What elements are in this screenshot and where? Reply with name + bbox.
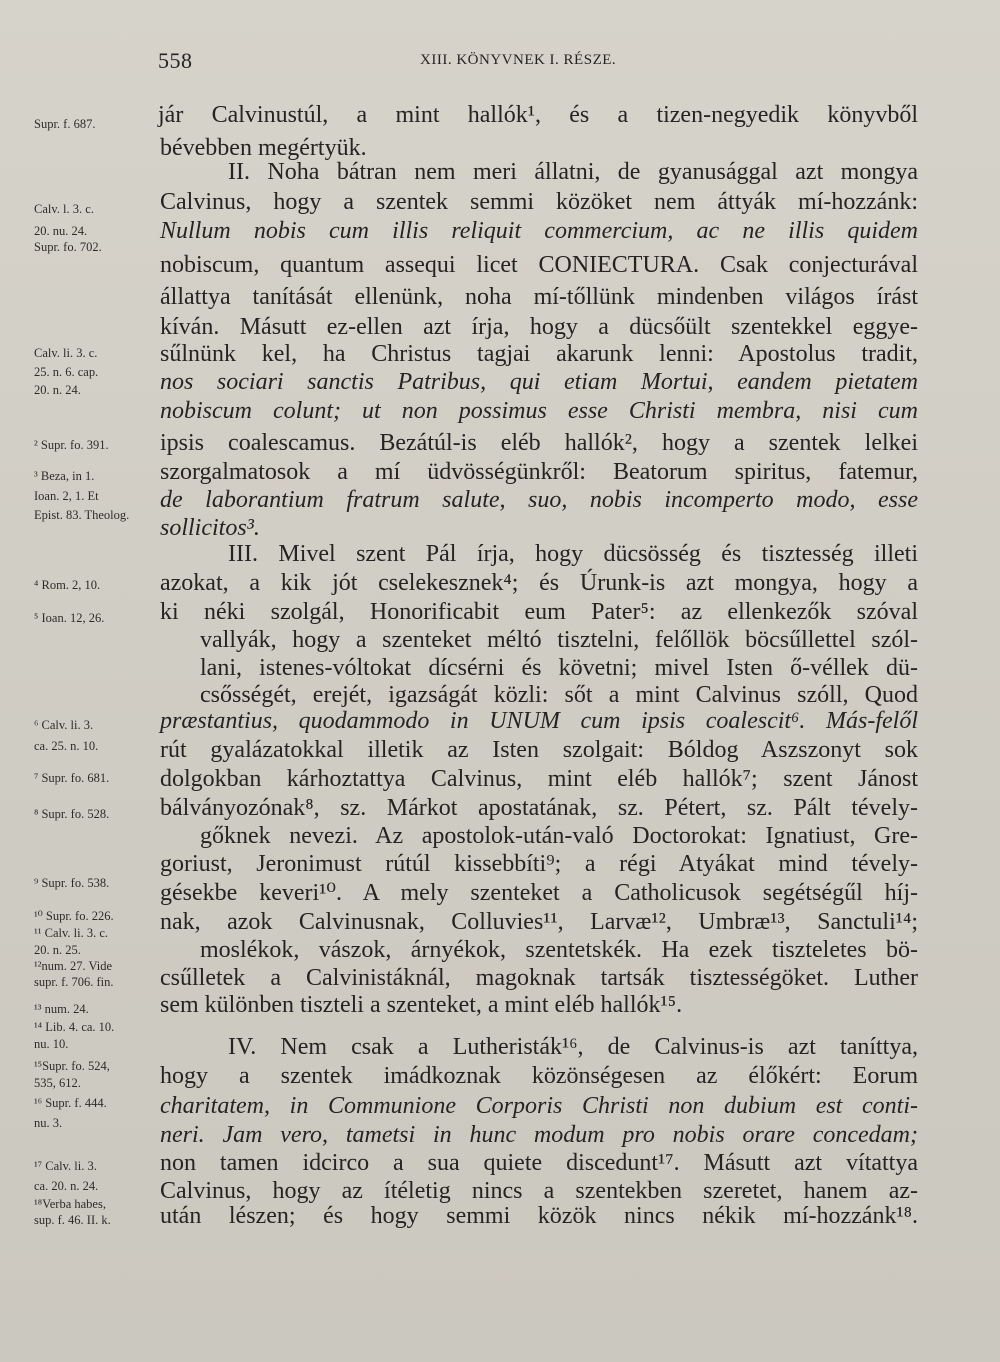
text-line: ipsis coalescamus. Bezátúl-is eléb hallók², hogy a szentek lelkei xyxy=(160,430,918,456)
text-line: Nullum nobis cum illis reliquit commercium, ac ne illis quidem xyxy=(160,218,918,244)
text-line: ki néki szolgál, Honorificabit eum Pater⁵: az ellenkezők szóval xyxy=(160,599,918,625)
page-number: 558 xyxy=(158,48,193,73)
margin-note: ¹¹ Calv. li. 3. c. xyxy=(34,926,109,940)
margin-note: Ioan. 2, 1. Et xyxy=(34,489,99,503)
margin-note: 20. nu. 24. xyxy=(34,224,88,238)
text-line: charitatem, in Communione Corporis Christi non dubium est conti- xyxy=(160,1093,918,1119)
text-line: állattya tanítását ellenünk, noha mí-tőllünk mindenben világos írást xyxy=(160,284,918,310)
text-line: II. Noha bátran nem meri állatni, de gyanusággal azt mongya xyxy=(228,159,918,185)
text-line: rút gyalázatokkal illetik az Isten szolgait: Bóldog Aszszonyt sok xyxy=(160,737,918,763)
text-line: után lészen; és hogy semmi közök nincs nékik mí-hozzánk¹⁸. xyxy=(160,1203,918,1229)
text-line: non tamen idcirco a sua quiete discedunt¹⁷. Másutt azt vítattya xyxy=(160,1150,918,1176)
running-head: XIII. KÖNYVNEK I. RÉSZE. xyxy=(420,52,617,68)
margin-note: ⁶ Calv. li. 3. xyxy=(34,718,94,732)
text-line: csősségét, erejét, igazságát közli: sőt a mint Calvinus szóll, Quod xyxy=(200,682,918,708)
text-line: IV. Nem csak a Lutheristák¹⁶, de Calvinus-is azt taníttya, xyxy=(228,1034,918,1060)
margin-note: ⁸ Supr. fo. 528. xyxy=(34,807,110,821)
text-line: sem különben tiszteli a szenteket, a mint eléb hallók¹⁵. xyxy=(160,992,683,1018)
text-line: hogy a szentek imádkoznak közönségesen az élőkért: Eorum xyxy=(160,1063,918,1089)
text-line: Calvinus, hogy az ítéletig nincs a szentekben szeretet, hanem az- xyxy=(160,1178,918,1204)
text-line: nak, azok Calvinusnak, Colluvies¹¹, Larvæ¹², Umbræ¹³, Sanctuli¹⁴; xyxy=(160,909,918,935)
margin-note: nu. 10. xyxy=(34,1037,69,1051)
margin-note: Supr. f. 687. xyxy=(34,117,96,131)
margin-note: 20. n. 25. xyxy=(34,943,81,957)
margin-note: ¹⁴ Lib. 4. ca. 10. xyxy=(34,1020,115,1034)
text-line: nos sociari sanctis Patribus, qui etiam Mortui, eandem pietatem xyxy=(160,369,918,395)
text-line: bálványozónak⁸, sz. Márkot apostatának, sz. Pétert, sz. Pált tévely- xyxy=(160,795,918,821)
margin-note: ⁹ Supr. fo. 538. xyxy=(34,876,110,890)
text-line: Calvinus, hogy a szentek semmi közöket nem áttyák mí-hozzánk: xyxy=(160,189,918,215)
margin-note: ¹⁸Verba habes, xyxy=(34,1197,106,1211)
margin-note: ¹⁰ Supr. fo. 226. xyxy=(34,909,114,923)
text-line: de laborantium fratrum salute, suo, nobis incomperto modo, esse xyxy=(160,487,918,513)
margin-note: Calv. li. 3. c. xyxy=(34,346,98,360)
margin-note: nu. 3. xyxy=(34,1116,63,1130)
margin-note: sup. f. 46. II. k. xyxy=(34,1213,111,1227)
text-line: præstantius, quodammodo in UNUM cum ipsis coalescit⁶. Más-felől xyxy=(160,708,918,734)
text-line: gőknek nevezi. Az apostolok-után-való Doctorokat: Ignatiust, Gre- xyxy=(200,823,918,849)
text-line: azokat, a kik jót cselekesznek⁴; és Úrunk-is azt mongya, hogy a xyxy=(160,570,918,596)
text-line: goriust, Jeronimust rútúl kissebbíti⁹; a régi Atyákat mind tévely- xyxy=(160,851,918,877)
text-line: sollicitos³. xyxy=(160,515,260,541)
margin-note: Calv. l. 3. c. xyxy=(34,202,94,216)
text-line: vallyák, hogy a szenteket méltó tisztelni, felőllök böcsűllettel szól- xyxy=(200,627,918,653)
text-line: neri. Jam vero, tametsi in hunc modum pro nobis orare concedam; xyxy=(160,1122,918,1148)
margin-note: ¹³ num. 24. xyxy=(34,1002,89,1016)
text-line: csűlletek a Calvinistáknál, magoknak tartsák tisztességöket. Luther xyxy=(160,965,918,991)
margin-note: ¹⁵Supr. fo. 524, xyxy=(34,1059,110,1073)
text-line: moslékok, vászok, árnyékok, szentetskék. Ha ezek tiszteletes bö- xyxy=(200,937,918,963)
margin-note: ⁷ Supr. fo. 681. xyxy=(34,771,110,785)
text-line: kíván. Másutt ez-ellen azt írja, hogy a dücsőült szentekkel eggye- xyxy=(160,314,918,340)
margin-note: ¹⁷ Calv. li. 3. xyxy=(34,1159,97,1173)
margin-note: ¹⁶ Supr. f. 444. xyxy=(34,1096,107,1110)
text-line: sűlnünk kel, ha Christus tagjai akarunk lenni: Apostolus tradit, xyxy=(160,341,918,367)
margin-note: ³ Beza, in 1. xyxy=(34,469,95,483)
text-line: III. Mivel szent Pál írja, hogy dücsösség és tisztesség illeti xyxy=(228,541,918,567)
margin-note: 535, 612. xyxy=(34,1076,81,1090)
margin-note: ca. 25. n. 10. xyxy=(34,739,99,753)
margin-note: ⁴ Rom. 2, 10. xyxy=(34,578,101,592)
text-line: dolgokban kárhoztattya Calvinus, mint eléb hallók⁷; szent Jánost xyxy=(160,766,918,792)
margin-note: Supr. fo. 702. xyxy=(34,240,102,254)
text-line: bévebben megértyük. xyxy=(160,135,367,161)
text-line: gésekbe keveri¹⁰. A mely szenteket a Catholicusok segétségűl híj- xyxy=(160,880,918,906)
text-line: jár Calvinustúl, a mint hallók¹, és a tizen-negyedik könyvből xyxy=(158,102,918,128)
margin-note: Epist. 83. Theolog. xyxy=(34,508,130,522)
text-line: szorgalmatosok a mí üdvösségünkről: Beatorum spiritus, fatemur, xyxy=(160,459,918,485)
margin-note: ² Supr. fo. 391. xyxy=(34,438,109,452)
margin-note: 20. n. 24. xyxy=(34,383,81,397)
margin-note: 25. n. 6. cap. xyxy=(34,365,99,379)
text-line: nobiscum colunt; ut non possimus esse Christi membra, nisi cum xyxy=(160,398,918,424)
margin-note: ⁵ Ioan. 12, 26. xyxy=(34,611,105,625)
text-line: lani, istenes-vóltokat dícsérni és követni; mivel Isten ő-véllek dü- xyxy=(200,655,918,681)
margin-note: ¹²num. 27. Vide xyxy=(34,959,113,973)
text-line: nobiscum, quantum assequi licet CONIECTURA. Csak conjecturával xyxy=(160,252,918,278)
margin-note: ca. 20. n. 24. xyxy=(34,1179,99,1193)
margin-note: supr. f. 706. fin. xyxy=(34,975,114,989)
